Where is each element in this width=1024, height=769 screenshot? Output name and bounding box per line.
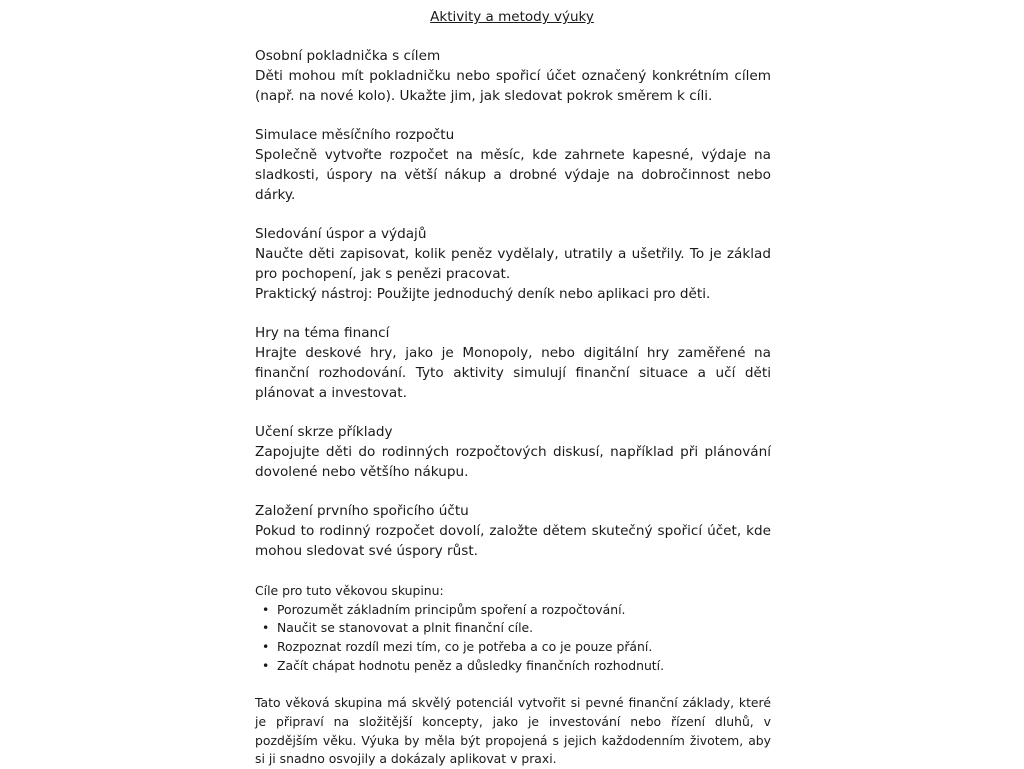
section-text-line: Děti mohou mít pokladničku nebo spořicí účet označený konkrétním cílem [255,67,771,84]
section-heading: Učení skrze příklady [255,424,393,441]
section-text-line: Společně vytvořte rozpočet na měsíc, kde zahrnete kapesné, výdaje na [255,146,771,163]
section-games [255,324,771,403]
section-text-line: plánovat a investovat. [255,384,407,401]
section-heading: Hry na téma financí [255,325,390,342]
goals-and-conclusion [255,582,771,769]
conclusion-line: Tato věková skupina má skvělý potenciál vytvořit si pevné finanční základy, které [255,695,771,711]
section-examples [255,423,771,482]
conclusion-paragraph [255,694,771,769]
section-text-line: finanční rozhodování. Tyto aktivity simulují finanční situace a učí děti [255,364,771,381]
conclusion-line: je připraví na složitější koncepty, jako je investování nebo řízení dluhů, v [255,713,771,729]
goals-list [255,601,771,676]
section-tracking [255,225,771,304]
section-savings-account [255,502,771,561]
activities-list [255,47,771,562]
section-heading: Osobní pokladnička s cílem [255,48,441,64]
goal-item [262,638,771,657]
section-text-line: Pokud to rodinný rozpočet dovolí, založte dětem skutečný spořicí účet, kde [255,523,771,540]
goal-text: Začít chápat hodnotu peněz a důsledky finančních rozhodnutí. [277,657,665,673]
section-text-line: sladkosti, úspory na větší nákup a drobné výdaje na dobročinnost nebo [255,166,771,183]
conclusion-line: si ji snadno osvojily a dokázaly aplikovat v praxi. [255,751,557,767]
goal-item [262,601,771,620]
section-piggy-bank [255,47,771,106]
section-text-line: (např. na nové kolo). Ukažte jim, jak sledovat pokrok směrem k cíli. [255,87,713,104]
section-text-line: dárky. [255,186,296,203]
bullet-icon: • [262,620,270,636]
goal-item [262,619,771,638]
document-title: Aktivity a metody výuky [430,9,594,25]
goals-heading: Cíle pro tuto věkovou skupinu: [255,583,444,598]
section-text-line: dovolené nebo většího nákupu. [255,463,469,480]
conclusion-line: pozdějším věku. Výuka by měla být propojená s jejich každodenním životem, aby [255,732,771,748]
bullet-icon: • [262,639,270,655]
section-text-line: Zapojujte děti do rodinných rozpočtových diskusí, například při plánování [255,443,771,460]
section-heading: Simulace měsíčního rozpočtu [255,127,455,144]
goal-item [262,657,771,676]
bullet-icon: • [262,601,270,617]
section-heading: Založení prvního spořicího účtu [255,503,469,520]
section-budget-simulation [255,126,771,205]
goal-text: Naučit se stanovovat a plnit finanční cíle. [277,620,534,636]
section-heading: Sledování úspor a výdajů [255,226,427,243]
section-text-line: pro pochopení, jak s penězi pracovat. [255,265,511,282]
section-text-line: Praktický nástroj: Použijte jednoduchý deník nebo aplikaci pro děti. [255,285,711,302]
section-text-line: mohou sledovat své úspory růst. [255,542,478,559]
section-text-line: Naučte děti zapisovat, kolik peněz vydělaly, utratily a ušetřily. To je základ [255,245,771,262]
bullet-icon: • [262,657,270,673]
section-text-line: Hrajte deskové hry, jako je Monopoly, nebo digitální hry zaměřené na [255,344,771,361]
goal-text: Rozpoznat rozdíl mezi tím, co je potřeba a co je pouze přání. [277,639,653,655]
goal-text: Porozumět základním principům spoření a rozpočtování. [277,601,626,617]
